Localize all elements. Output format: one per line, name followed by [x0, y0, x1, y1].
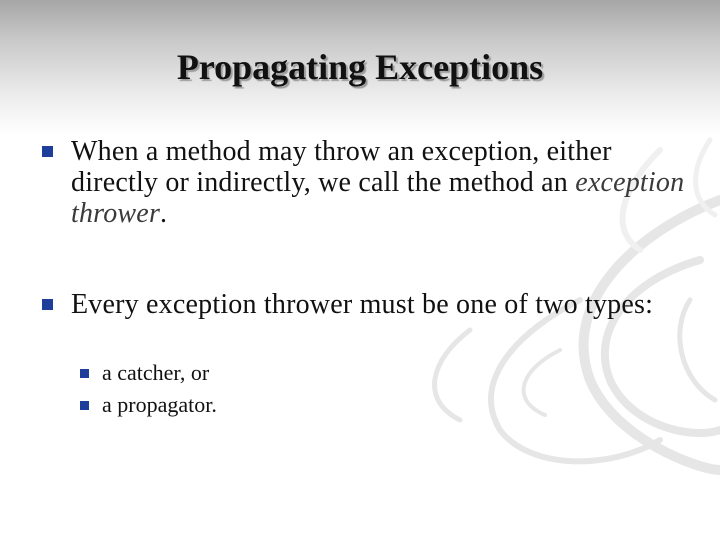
sub-bullet-text-1: a catcher, or — [102, 360, 210, 385]
square-bullet-icon — [42, 146, 53, 157]
bullet-text-2: Every exception thrower must be one of two types: — [71, 289, 654, 320]
emphasis-term: exception thrower — [71, 167, 685, 229]
bullet-text-1-part: When a method may throw an exception, either directly or indirectly, we call the method an — [71, 136, 612, 198]
bullet-text-1 — [71, 136, 691, 229]
sub-bullet-text-2: a propagator. — [102, 392, 217, 417]
square-bullet-icon — [80, 369, 89, 378]
bullet-text-1-end: . — [160, 198, 168, 229]
square-bullet-icon — [42, 299, 53, 310]
slide-title: Propagating Exceptions — [176, 47, 544, 87]
square-bullet-icon — [80, 401, 89, 410]
